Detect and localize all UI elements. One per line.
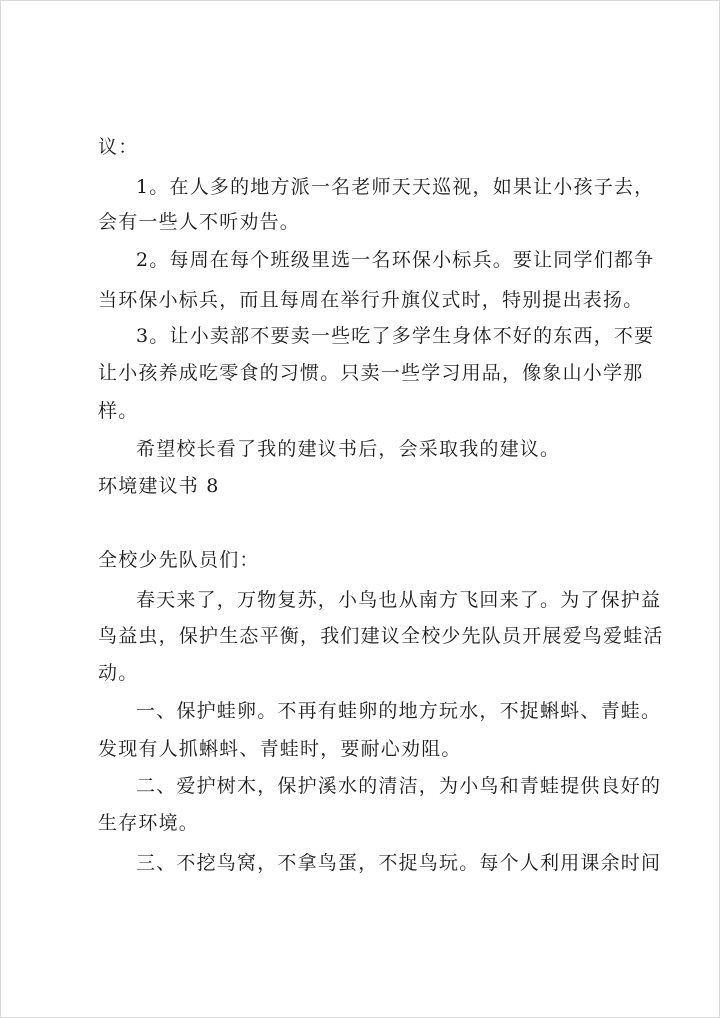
text-line: 会有一些人不听劝告。	[98, 211, 301, 233]
text-line: 春天来了，万物复苏，小鸟也从南方飞回来了。为了保护益	[136, 589, 662, 611]
text-line: 希望校长看了我的建议书后，会采取我的建议。	[136, 438, 561, 460]
section-heading: 环境建议书 8	[98, 475, 220, 497]
text-line: 当环保小标兵，而且每周在举行升旗仪式时，特别提出表扬。	[98, 289, 644, 311]
text-line: 议：	[98, 136, 139, 158]
text-line: 让小孩养成吃零食的习惯。只卖一些学习用品，像象山小学那	[98, 362, 644, 384]
text-line: 动。	[98, 662, 139, 684]
text-line: 三、不挖鸟窝，不拿鸟蛋，不捉鸟玩。每个人利用课余时间	[136, 852, 662, 874]
text-line: 发现有人抓蝌蚪、青蛙时，要耐心劝阻。	[98, 738, 462, 760]
text-line: 二、爱护树木，保护溪水的清洁，为小鸟和青蛙提供良好的	[136, 775, 662, 797]
text-line: 生存环境。	[98, 812, 200, 834]
text-line: 样。	[98, 400, 139, 422]
text-line: 2。每周在每个班级里选一名环保小标兵。要让同学们都争	[136, 249, 655, 271]
text-line: 1。在人多的地方派一名老师天天巡视，如果让小孩子去，	[136, 176, 655, 198]
text-line: 3。让小卖部不要卖一些吃了多学生身体不好的东西，不要	[136, 325, 655, 347]
text-line: 鸟益虫，保护生态平衡，我们建议全校少先队员开展爱鸟爱蛙活	[98, 625, 664, 647]
text-line: 一、保护蛙卵。不再有蛙卵的地方玩水，不捉蝌蚪、青蛙。	[136, 700, 662, 722]
salutation: 全校少先队员们：	[98, 549, 260, 571]
